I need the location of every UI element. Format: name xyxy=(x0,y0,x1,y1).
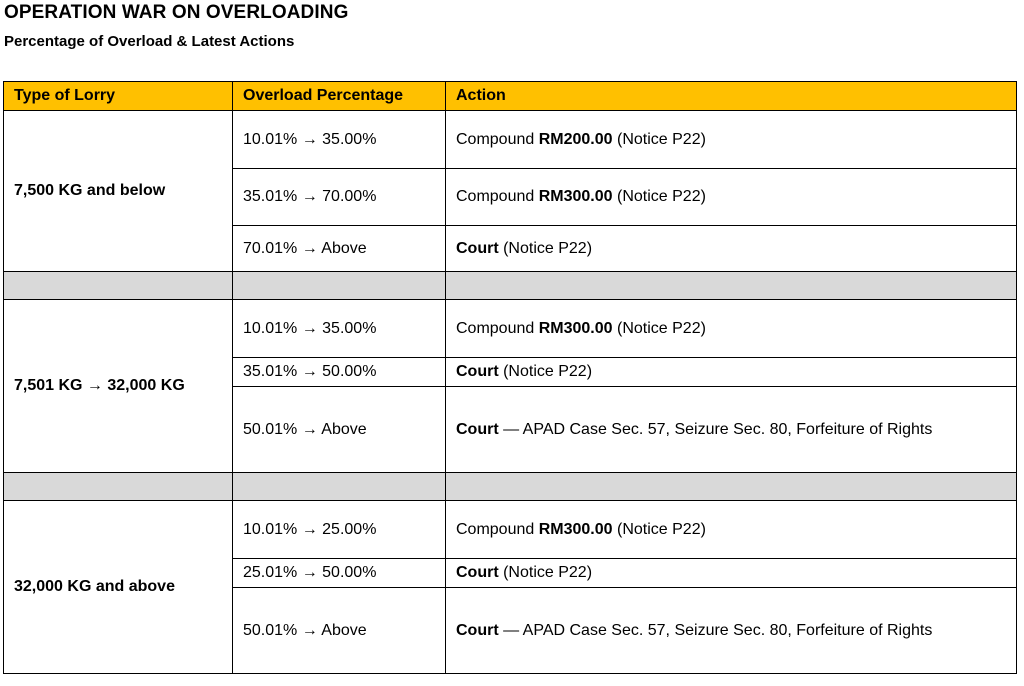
action-emphasis: RM300.00 xyxy=(538,188,613,205)
action-emphasis: Court xyxy=(456,621,499,639)
page-title: OPERATION WAR ON OVERLOADING xyxy=(4,2,349,23)
page-subtitle: Percentage of Overload & Latest Actions xyxy=(4,33,295,50)
overload-range-cell: 25.01% → 50.00% xyxy=(233,559,446,588)
spacer-row xyxy=(4,473,1017,501)
action-text: Compound xyxy=(456,130,539,148)
overload-range-cell: 10.01% → 25.00% xyxy=(233,501,446,559)
action-emphasis: RM200.00 xyxy=(538,130,613,148)
lorry-type-cell: 7,500 KG and below xyxy=(4,111,233,272)
overload-range-cell: 10.01% → 35.00% xyxy=(233,111,446,169)
action-text: — APAD Case Sec. 57, Seizure Sec. 80, Forfeiture of Rights xyxy=(498,420,933,438)
spacer-row xyxy=(4,272,1017,300)
action-emphasis: RM300.00 xyxy=(538,520,613,538)
action-text: — APAD Case Sec. 57, Seizure Sec. 80, Forfeiture of Rights xyxy=(498,621,933,639)
overload-range-cell: 50.01% → Above xyxy=(233,588,446,674)
table-row xyxy=(4,111,1017,169)
overload-range-cell: 35.01% → 70.00% xyxy=(233,169,446,226)
header-overload-percentage: Overload Percentage xyxy=(233,82,446,111)
action-text: (Notice P22) xyxy=(612,130,706,148)
action-text: Compound xyxy=(456,319,539,337)
header-type-of-lorry: Type of Lorry xyxy=(4,82,233,111)
action-emphasis: Court xyxy=(456,564,499,581)
action-cell xyxy=(446,588,1017,674)
action-text: (Notice P22) xyxy=(612,520,706,538)
action-cell xyxy=(446,226,1017,272)
overload-range-cell: 10.01% → 35.00% xyxy=(233,300,446,358)
action-emphasis: RM300.00 xyxy=(538,319,613,337)
lorry-type-cell: 7,501 KG → 32,000 KG xyxy=(4,300,233,473)
overload-range-cell: 70.01% → Above xyxy=(233,226,446,272)
spacer-cell xyxy=(4,272,233,300)
table-header-row xyxy=(4,82,1017,111)
action-cell xyxy=(446,300,1017,358)
overload-penalty-table xyxy=(3,81,1017,674)
action-cell xyxy=(446,501,1017,559)
spacer-cell xyxy=(233,272,446,300)
spacer-cell xyxy=(446,473,1017,501)
table-row xyxy=(4,300,1017,358)
action-cell xyxy=(446,169,1017,226)
action-text: Compound xyxy=(456,520,539,538)
table-row xyxy=(4,501,1017,559)
spacer-cell xyxy=(4,473,233,501)
action-emphasis: Court xyxy=(456,239,499,257)
action-text: Compound xyxy=(456,188,539,205)
spacer-cell xyxy=(233,473,446,501)
action-text: (Notice P22) xyxy=(498,239,593,257)
action-text: (Notice P22) xyxy=(498,363,593,380)
action-cell xyxy=(446,358,1017,387)
action-emphasis: Court xyxy=(456,420,499,438)
action-cell xyxy=(446,559,1017,588)
action-text: (Notice P22) xyxy=(498,564,593,581)
action-emphasis: Court xyxy=(456,363,499,380)
overload-range-cell: 35.01% → 50.00% xyxy=(233,358,446,387)
action-text: (Notice P22) xyxy=(612,319,706,337)
spacer-cell xyxy=(446,272,1017,300)
action-text: (Notice P22) xyxy=(612,188,706,205)
overload-range-cell: 50.01% → Above xyxy=(233,387,446,473)
action-cell xyxy=(446,387,1017,473)
lorry-type-cell: 32,000 KG and above xyxy=(4,501,233,674)
header-action: Action xyxy=(446,82,1017,111)
action-cell xyxy=(446,111,1017,169)
